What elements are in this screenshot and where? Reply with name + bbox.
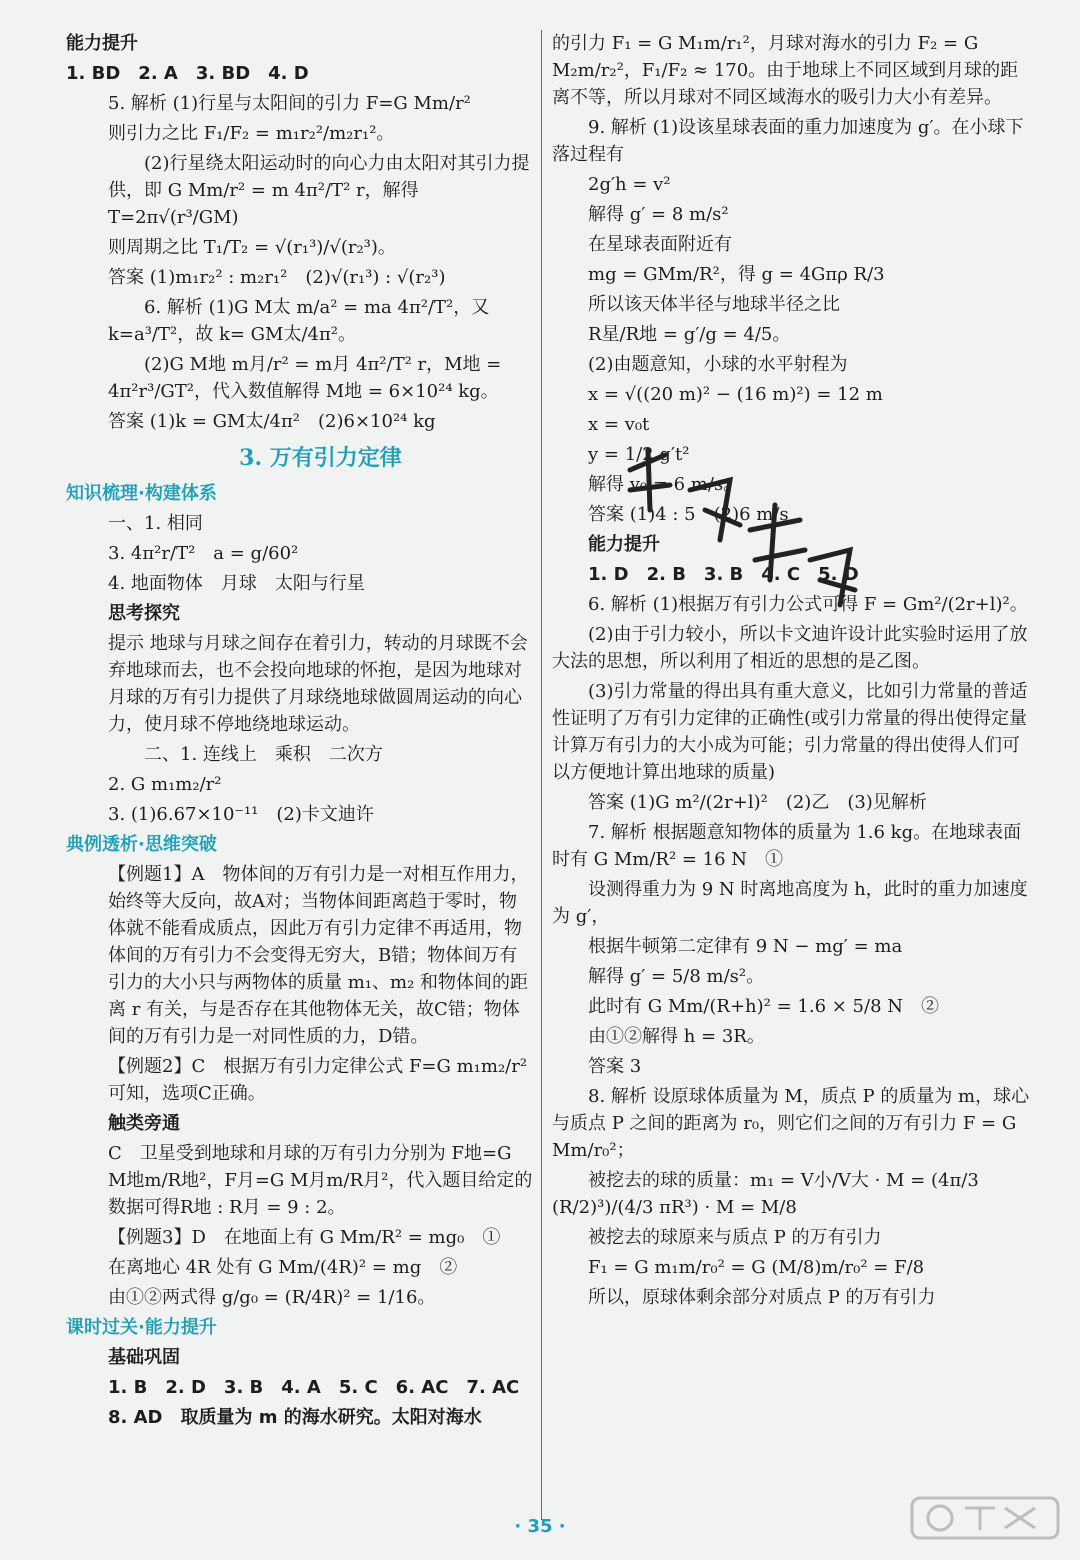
line: 5. 解析 (1)行星与太阳间的引力 F=G Mm/r² — [108, 93, 471, 114]
line: 的引力 F₁ = G M₁m/r₁²，月球对海水的引力 F₂ = G M₂m/r₂²，F₁/F₂ ≈ 170。由于地球上不同区域到月球的距离不等，所以月球对不同区域海水的吸引力大小有差异。 — [552, 33, 1019, 108]
line: C 卫星受到地球和月球的万有引力分别为 F地=G M地m/R地²，F月=G M月m/R月²，代入题目给定的数据可得R地 : R月 = 9 : 2。 — [108, 1143, 533, 1218]
line: 所以，原球体剩余部分对质点 P 的万有引力 — [588, 1287, 936, 1308]
line: 由①②两式得 g/g₀ = (R/4R)² = 1/16。 — [108, 1287, 436, 1308]
line: 答案 (1)k = GM太/4π² (2)6×10²⁴ kg — [108, 411, 436, 432]
line: 则周期之比 T₁/T₂ = √(r₁³)/√(r₂³)。 — [108, 237, 396, 258]
line: 根据牛顿第二定律有 9 N − mg′ = ma — [588, 936, 903, 957]
line: 被挖去的球原来与质点 P 的万有引力 — [588, 1227, 882, 1248]
handwritten-stamp — [610, 430, 870, 620]
line: 被挖去的球的质量：m₁ = V小/V大 · M = (4π/3 (R/2)³)/(4/3 πR³) · M = M/8 — [552, 1170, 979, 1218]
line: 基础巩固 — [108, 1347, 180, 1368]
line: 1. B 2. D 3. B 4. A 5. C 6. AC 7. AC — [108, 1377, 520, 1398]
line: 6. 解析 (1)根据万有引力公式可得 F = Gm²/(2r+l)²。 — [588, 594, 1028, 615]
watermark-logo — [910, 1494, 1060, 1542]
line: 3. (1)6.67×10⁻¹¹ (2)卡文迪许 — [108, 804, 374, 825]
line: 设测得重力为 9 N 时离地高度为 h，此时的重力加速度为 g′， — [552, 879, 1028, 927]
line: 解得 g′ = 8 m/s² — [588, 204, 729, 225]
line: x = v₀t — [588, 414, 650, 435]
line: 8. AD 取质量为 m 的海水研究。太阳对海水 — [108, 1407, 482, 1428]
line: mg = GMm/R²，得 g = 4Gπρ R/3 — [588, 264, 885, 285]
line: 1. D 2. B 3. B 4. C 5. D — [588, 564, 859, 585]
line: 触类旁通 — [108, 1113, 180, 1134]
line: 所以该天体半径与地球半径之比 — [588, 294, 840, 315]
section-title: 3. 万有引力定律 — [239, 445, 402, 471]
line: F₁ = G m₁m/r₀² = G (M/8)m/r₀² = F/8 — [588, 1257, 925, 1278]
left-column — [66, 30, 533, 1434]
line: 提示 地球与月球之间存在着引力，转动的月球既不会弃地球而去，也不会投向地球的怀抱，是因为地球对月球的万有引力提供了月球绕地球做圆周运动的向心力，使月球不停地绕地球运动。 — [108, 633, 528, 735]
line: 答案 (1)4 : 5 (2)6 m/s — [588, 504, 789, 525]
line: 答案 (1)G m²/(2r+l)² (2)乙 (3)见解析 — [588, 792, 927, 813]
line: (2)由于引力较小，所以卡文迪许设计此实验时运用了放大法的思想，所以利用了相近的思想的是乙图。 — [552, 624, 1028, 672]
column-divider — [541, 30, 542, 1520]
line: 思考探究 — [108, 603, 180, 624]
line: 【例题3】D 在地面上有 G Mm/R² = mg₀ ① — [108, 1227, 501, 1248]
line: (2)G M地 m月/r² = m月 4π²/T² r，M地 = 4π²r³/GT²，代入数值解得 M地 = 6×10²⁴ kg。 — [108, 354, 502, 402]
line: 【例题1】A 物体间的万有引力是一对相互作用力，始终等大反向，故A对；当物体间距离趋于零时，物体就不能看成质点，因此万有引力定律不再适用，物体间的万有引力不会变得无穷大，B错；物体间万有引力的大小只与两物体的质量 m₁、m₂ 和物体间的距离 r 有关，与是否存在其他物体无关，故C错；物体间的万有引力是一对同性质的力，D错。 — [108, 864, 529, 1047]
line: R星/R地 = g′/g = 4/5。 — [588, 324, 791, 345]
line: 由①②解得 h = 3R。 — [588, 1026, 765, 1047]
line: 2g′h = v² — [588, 174, 671, 195]
line: 能力提升 — [588, 534, 660, 555]
line: 【例题2】C 根据万有引力定律公式 F=G m₁m₂/r² 可知，选项C正确。 — [108, 1056, 528, 1104]
line: (2)由题意知，小球的水平射程为 — [588, 354, 848, 375]
line: 则引力之比 F₁/F₂ = m₁r₂²/m₂r₁²。 — [108, 123, 395, 144]
line: 答案 3 — [588, 1056, 642, 1077]
section-header: 典例透析·思维突破 — [66, 834, 217, 855]
line: 一、1. 相同 — [108, 513, 203, 534]
line: 在离地心 4R 处有 G Mm/(4R)² = mg ② — [108, 1257, 458, 1278]
section-header: 知识梳理·构建体系 — [66, 483, 217, 504]
line: 此时有 G Mm/(R+h)² = 1.6 × 5/8 N ② — [588, 996, 939, 1017]
line: 4. 地面物体 月球 太阳与行星 — [108, 573, 365, 594]
line: 6. 解析 (1)G M太 m/a² = ma 4π²/T²，又 k=a³/T²，故 k= GM太/4π²。 — [108, 297, 490, 345]
line: 二、1. 连线上 乘积 二次方 — [144, 744, 383, 765]
line: 3. 4π²r/T² a = g/60² — [108, 543, 299, 564]
line: 7. 解析 根据题意知物体的质量为 1.6 kg。在地球表面时有 G Mm/R² = 16 N ① — [552, 822, 1022, 870]
line: (2)行星绕太阳运动时的向心力由太阳对其引力提供，即 G Mm/r² = m 4π²/T² r，解得 T=2π√(r³/GM) — [108, 153, 530, 228]
line: 能力提升 — [66, 33, 138, 54]
line: 解得 v₀ = 6 m/s。 — [588, 474, 742, 495]
page-number: · 35 · — [514, 1516, 566, 1537]
line: x = √((20 m)² − (16 m)²) = 12 m — [588, 384, 883, 405]
line: 1. BD 2. A 3. BD 4. D — [66, 63, 309, 84]
line: 2. G m₁m₂/r² — [108, 774, 222, 795]
line: 8. 解析 设原球体质量为 M，质点 P 的质量为 m，球心与质点 P 之间的距离为 r₀，则它们之间的万有引力 F = G Mm/r₀²； — [552, 1086, 1030, 1161]
line: 在星球表面附近有 — [588, 234, 732, 255]
line: 9. 解析 (1)设该星球表面的重力加速度为 g′。在小球下落过程有 — [552, 117, 1024, 165]
line: 解得 g′ = 5/8 m/s²。 — [588, 966, 765, 987]
line: y = 1/2 g′t² — [588, 444, 690, 465]
line: 答案 (1)m₁r₂² : m₂r₁² (2)√(r₁³) : √(r₂³) — [108, 267, 446, 288]
line: (3)引力常量的得出具有重大意义，比如引力常量的普适性证明了万有引力定律的正确性(或引力常量的得出使得定量计算万有引力的大小成为可能；引力常量的得出使得人们可以方便地计算出地球的质量) — [552, 681, 1028, 783]
right-column — [552, 30, 1030, 1314]
section-header: 课时过关·能力提升 — [66, 1317, 217, 1338]
